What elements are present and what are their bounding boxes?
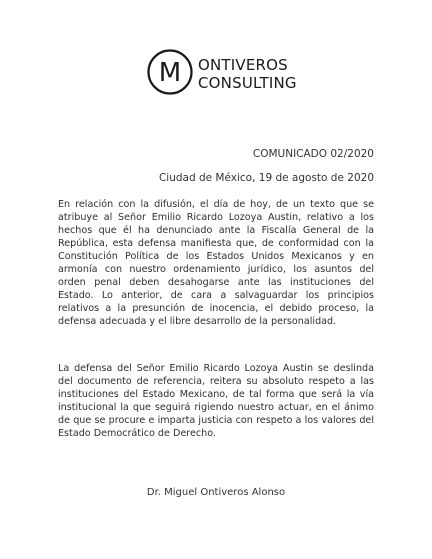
body-paragraph-1: En relación con la difusión, el día de hoy, de un texto que se atribuye al Señor Emilio Ricardo Lozoya Austin, relativo a los hechos que él ha denunciado ante la Fiscalía General de la República, esta defensa manifiesta que, de conformidad con la Constitución Política de los Estados Unidos Mexicanos y en armonía con nuestro ordenamiento jurídico, los asuntos del orden penal deben desahogarse ante las instituciones del Estado. Lo anterior, de cara a salvaguardar los principios relativos a la presunción de inocencia, el debido proceso, la defensa adecuada y el libre desarrollo de la personalidad. bbox=[58, 199, 374, 327]
logo-letter: M bbox=[158, 58, 182, 88]
logo-line-2: CONSULTING bbox=[198, 74, 297, 92]
communique-number: COMUNICADO 02/2020 bbox=[252, 148, 374, 160]
company-logo bbox=[146, 48, 296, 102]
signature-name: Dr. Miguel Ontiveros Alonso bbox=[146, 487, 286, 498]
place-and-date: Ciudad de México, 19 de agosto de 2020 bbox=[158, 172, 374, 184]
logo-line-1: ONTIVEROS bbox=[198, 56, 288, 74]
logo-m-circle-icon bbox=[146, 48, 194, 96]
body-paragraph-2: La defensa del Señor Emilio Ricardo Lozoya Austin se deslinda del documento de referencia, reitera su absoluto respeto a las instituciones del Estado Mexicano, de tal forma que será la vía institucional la que seguirá rigiendo nuestro actuar, en el ánimo de que se procure e imparta justicia con respeto a los valores del Estado Democrático de Derecho. bbox=[58, 363, 374, 439]
logo-wordmark bbox=[198, 56, 297, 92]
